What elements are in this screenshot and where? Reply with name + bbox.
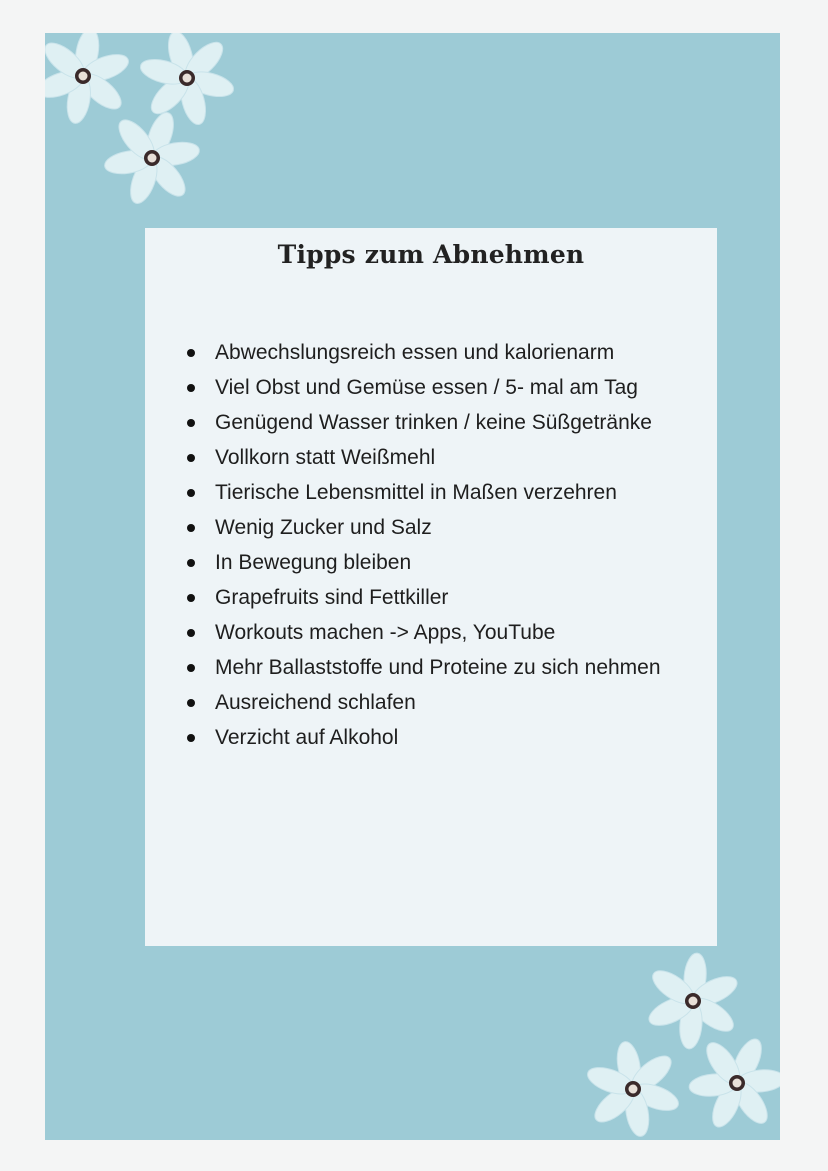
page-title: Tipps zum Abnehmen (277, 240, 585, 269)
list-item (187, 371, 697, 406)
list-item (187, 441, 697, 476)
list-item (187, 511, 697, 546)
flower-center-dot (183, 74, 192, 83)
list-item (187, 686, 697, 721)
tips-panel (145, 228, 717, 946)
bullet-icon (187, 524, 195, 532)
tip-text: In Bewegung bleiben (215, 551, 412, 574)
bullet-icon (187, 384, 195, 392)
bullet-icon (187, 734, 195, 742)
list-item (187, 651, 697, 686)
tip-text: Viel Obst und Gemüse essen / 5- mal am Tag (215, 376, 638, 399)
tips-list (187, 336, 697, 756)
tip-text: Grapefruits sind Fettkiller (215, 586, 449, 609)
tip-text: Workouts machen -> Apps, YouTube (215, 621, 556, 644)
bullet-icon (187, 559, 195, 567)
list-item (187, 616, 697, 651)
bullet-icon (187, 349, 195, 357)
bullet-icon (187, 454, 195, 462)
tip-text: Abwechslungsreich essen und kalorienarm (215, 341, 615, 364)
tip-text: Genügend Wasser trinken / keine Süßgetränke (215, 411, 652, 434)
tip-text: Ausreichend schlafen (215, 691, 416, 714)
flower-icon (682, 1028, 780, 1138)
list-item (187, 336, 697, 371)
tip-text: Tierische Lebensmittel in Maßen verzehren (215, 481, 617, 504)
bullet-icon (187, 419, 195, 427)
bullet-icon (187, 629, 195, 637)
flower-center-dot (148, 154, 157, 163)
tip-text: Mehr Ballaststoffe und Proteine zu sich nehmen (215, 656, 661, 679)
list-item (187, 476, 697, 511)
flower-center-dot (733, 1079, 742, 1088)
list-item (187, 406, 697, 441)
bullet-icon (187, 699, 195, 707)
list-item (187, 546, 697, 581)
flyer-card (45, 33, 780, 1140)
tip-text: Verzicht auf Alkohol (215, 726, 399, 749)
list-item (187, 721, 697, 756)
flower-icon (578, 1034, 688, 1140)
flower-center-dot (629, 1085, 638, 1094)
bullet-icon (187, 594, 195, 602)
list-item (187, 581, 697, 616)
bullet-icon (187, 664, 195, 672)
tip-text: Wenig Zucker und Salz (215, 516, 432, 539)
flower-icon (97, 103, 207, 213)
tip-text: Vollkorn statt Weißmehl (215, 446, 436, 469)
flower-center-dot (79, 72, 88, 81)
flower-center-dot (689, 997, 698, 1006)
bullet-icon (187, 489, 195, 497)
